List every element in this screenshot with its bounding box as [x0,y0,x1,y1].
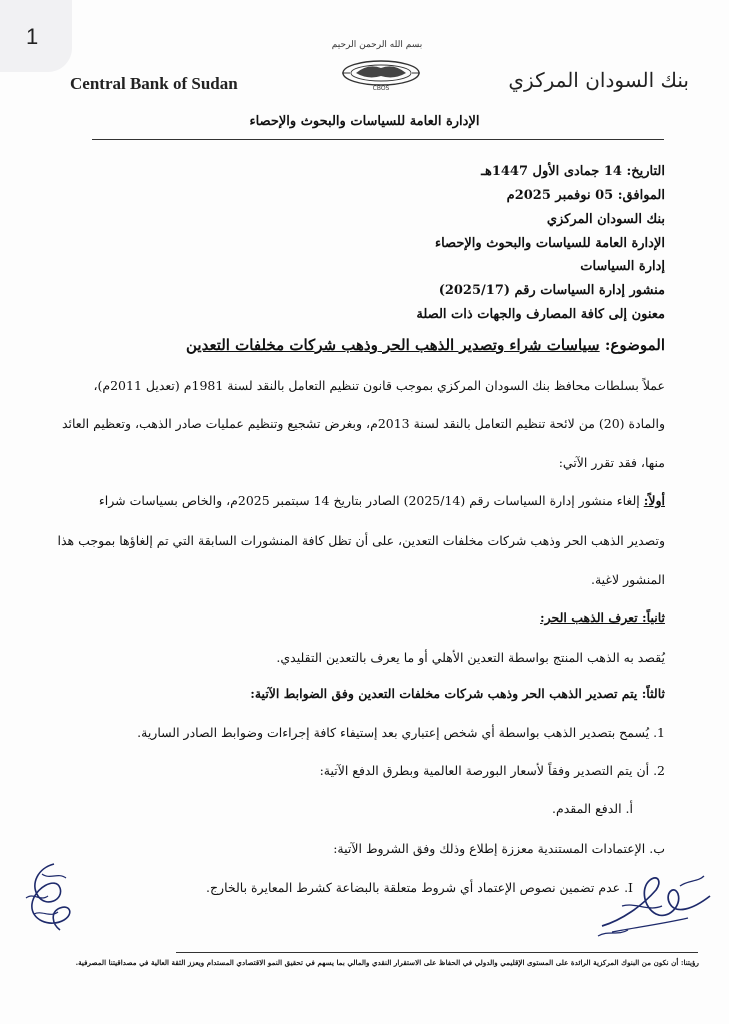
bank-name-ar: بنك السودان المركزي [508,68,689,92]
list-item-2: 2. أن يتم التصدير وفقاً لأسعار البورصة العالمية وبطرق الدفع الآتية: [319,763,665,778]
list-item-1: 1. يُسمح بتصدير الذهب بواسطة أي شخص إعتباري بعد إستيفاء كافة إجراءات وضوابط الصادر السارية. [137,725,665,740]
first-clause-text-1: إلغاء منشور إدارة السياسات رقم (2025/14) الصادر بتاريخ 14 سبتمبر 2025م، والخاص بسياسات شراء [98,493,640,508]
footer-vision: رؤيتنا: أن نكون من البنوك المركزية الرائدة على المستوى الإقليمي والدولي في الحفاظ على الاستقرار النقدي والمالي بما يسهم في تحقيق النمو الاقتصادي المستدام ويعزز الثقة العالية في مصداقيتنا المصرفية. [75,958,699,967]
first-clause-label: أولاً: [643,493,665,508]
addressee-bank: بنك السودان المركزي [546,212,665,227]
addressee-department: الإدارة العامة للسياسات والبحوث والإحصاء [434,236,665,251]
bank-logo [336,58,426,92]
circular-number: منشور إدارة السياسات رقم (2025/17) [438,283,665,298]
signature-right [592,866,722,940]
basmala: بسم الله الرحمن الرحيم [331,40,423,50]
subject-label: الموضوع: [604,336,665,354]
date-gregorian: الموافق: 05 نوفمبر 2025م [506,188,665,203]
intro-line-3: منها، فقد تقرر الآتي: [558,455,665,470]
subject-line [186,336,665,354]
list-item-2b-i: I. عدم تضمين نصوص الإعتماد أي شروط متعلقة بالبضاعة كشرط المعايرة بالخارج. [206,880,633,895]
second-clause-text: يُقصد به الذهب المنتج بواسطة التعدين الأهلي أو ما يعرف بالتعدين التقليدي. [276,650,665,665]
department-title: الإدارة العامة للسياسات والبحوث والإحصاء [249,114,480,129]
subject-text: سياسات شراء وتصدير الذهب الحر وذهب شركات مخلفات التعدين [185,336,600,354]
intro-line-1: عملاً بسلطات محافظ بنك السودان المركزي بموجب قانون تنظيم التعامل بالنقد لسنة 1981م (تعديل 2011م)، [93,378,665,393]
bank-name-en: Central Bank of Sudan [70,74,238,93]
list-item-2a: أ. الدفع المقدم. [552,801,633,816]
first-clause-line-1 [67,493,665,508]
policy-department: إدارة السياسات [580,259,665,274]
third-clause-heading: ثالثاً: يتم تصدير الذهب الحر وذهب شركات مخلفات التعدين وفق الضوابط الآتية: [250,686,665,701]
intro-line-2: والمادة (20) من لائحة تنظيم التعامل بالنقد لسنة 2013م، وبغرض تشجيع وتنظيم عمليات صادر الذهب، وتعظيم العائد [61,416,665,431]
page-number: 1 [26,24,39,49]
list-item-2b: ب. الإعتمادات المستندية معززة إطلاع وذلك وفق الشروط الآتية: [333,841,665,856]
svg-text:CBOS: CBOS [372,85,390,92]
page-number-tab [0,0,72,72]
signature-left [20,858,90,936]
addressed-to: معنون إلى كافة المصارف والجهات ذات الصلة [416,307,665,322]
first-clause-line-2: وتصدير الذهب الحر وذهب شركات مخلفات التعدين، على أن تظل كافة المنشورات السابقة التي تم إلغاؤها بموجب هذا [57,533,665,548]
second-clause-heading: ثانياً: تعرف الذهب الحر: [540,610,665,625]
header-divider [92,139,664,140]
footer-divider [176,952,698,953]
first-clause-line-3: المنشور لاغية. [590,572,665,587]
date-hijri: التاريخ: 14 جمادى الأول 1447هـ [481,164,665,179]
